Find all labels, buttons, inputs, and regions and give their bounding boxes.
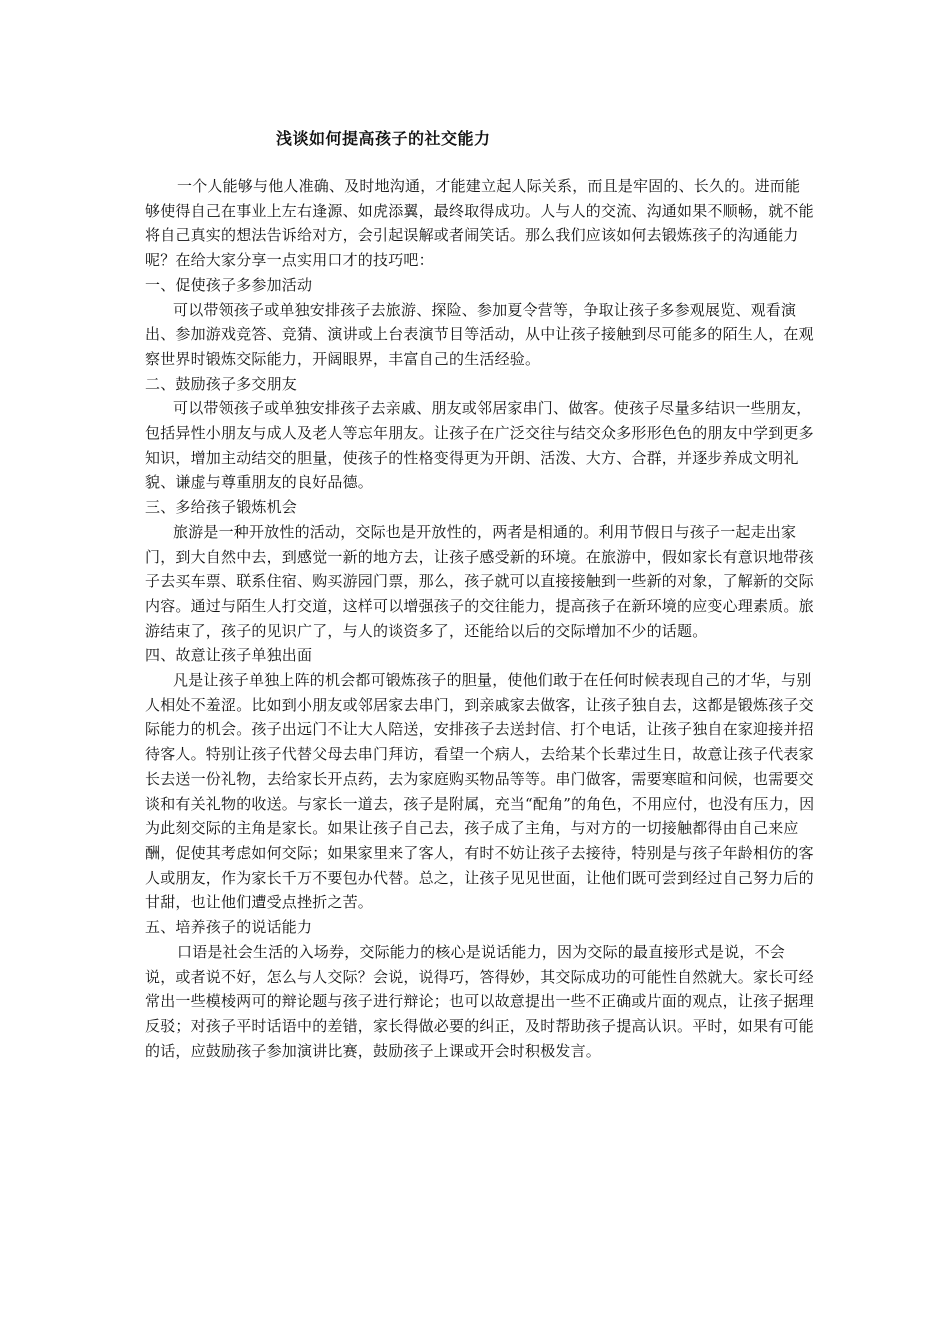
section-heading-4: 四、故意让孩子单独出面	[145, 646, 313, 665]
document-body	[145, 174, 815, 1063]
section-body-1: 可以带领孩子或单独安排孩子去旅游、探险、参加夏令营等，争取让孩子多参观展览、观看演出、参加游戏竞答、竞猜、演讲或上台表演节目等活动，从中让孩子接触到尽可能多的陌生人，在观察世界时锻炼交际能力，开阔眼界，丰富自己的生活经验。	[145, 300, 814, 368]
document-title: 浅谈如何提高孩子的社交能力	[276, 129, 491, 148]
section-body-4: 凡是让孩子单独上阵的机会都可锻炼孩子的胆量，使他们敢于在任何时候表现自己的才华，与别人相处不羞涩。比如到小朋友或邻居家去串门，到亲戚家去做客，让孩子独自去，这都是锻炼孩子交际能力的机会。孩子出远门不让大人陪送，安排孩子去送封信、打个电话，让孩子独自在家迎接并招待客人。特别让孩子代替父母去串门拜访，看望一个病人，去给某个长辈过生日，故意让孩子代表家长去送一份礼物，去给家长开点药，去为家庭购买物品等等。串门做客，需要寒暄和问候，也需要交谈和有关礼物的收送。与家长一道去，孩子是附属，充当“配角”的角色，不用应付，也没有压力，因为此刻交际的主角是家长。如果让孩子自己去，孩子成了主角，与对方的一切接触都得由自己来应酬，促使其考虑如何交际；如果家里来了客人，有时不妨让孩子去接待，特别是与孩子年龄相仿的客人或朋友，作为家长千万不要包办代替。总之，让孩子见见世面，让他们既可尝到经过自己努力后的甘甜，也让他们遭受点挫折之苦。	[145, 671, 815, 912]
section-body-2: 可以带领孩子或单独安排孩子去亲戚、朋友或邻居家串门、做客。使孩子尽量多结识一些朋友，包括异性小朋友与成人及老人等忘年朋友。让孩子在广泛交往与结交众多形形色色的朋友中学到更多知识，增加主动结交的胆量，使孩子的性格变得更为开朗、活泼、大方、合群，并逐步养成文明礼貌、谦虚与尊重朋友的良好品德。	[145, 399, 814, 492]
section-heading-5: 五、培养孩子的说话能力	[145, 918, 313, 937]
section-heading-2: 二、鼓励孩子多交朋友	[145, 374, 298, 393]
section-heading-1: 一、促使孩子多参加活动	[145, 275, 313, 294]
section-heading-3: 三、多给孩子锻炼机会	[145, 498, 298, 517]
section-body-3: 旅游是一种开放性的活动，交际也是开放性的，两者是相通的。利用节假日与孩子一起走出家门，到大自然中去，到感觉一新的地方去，让孩子感受新的环境。在旅游中，假如家长有意识地带孩子去买车票、联系住宿、购买游园门票，那么，孩子就可以直接接触到一些新的对象，了解新的交际内容。通过与陌生人打交道，这样可以增强孩子的交往能力，提高孩子在新环境的应变心理素质。旅游结束了，孩子的见识广了，与人的谈资多了，还能给以后的交际增加不少的话题。	[145, 522, 814, 640]
section-body-5: 口语是社会生活的入场券，交际能力的核心是说话能力，因为交际的最直接形式是说，不会说，或者说不好，怎么与人交际？会说，说得巧，答得妙，其交际成功的可能性自然就大。家长可经常出一些模棱两可的辩论题与孩子进行辩论；也可以故意提出一些不正确或片面的观点，让孩子据理反驳；对孩子平时话语中的差错，家长得做必要的纠正，及时帮助孩子提高认识。平时，如果有可能的话，应鼓励孩子参加演讲比赛，鼓励孩子上课或开会时积极发言。	[145, 942, 814, 1060]
intro-paragraph: 一个人能够与他人准确、及时地沟通，才能建立起人际关系，而且是牢固的、长久的。进而能够使得自己在事业上左右逢源、如虎添翼，最终取得成功。人与人的交流、沟通如果不顺畅，就不能将自己真实的想法告诉给对方，会引起误解或者闹笑话。那么我们应该如何去锻炼孩子的沟通能力呢？在给大家分享一点实用口才的技巧吧：	[145, 177, 814, 270]
